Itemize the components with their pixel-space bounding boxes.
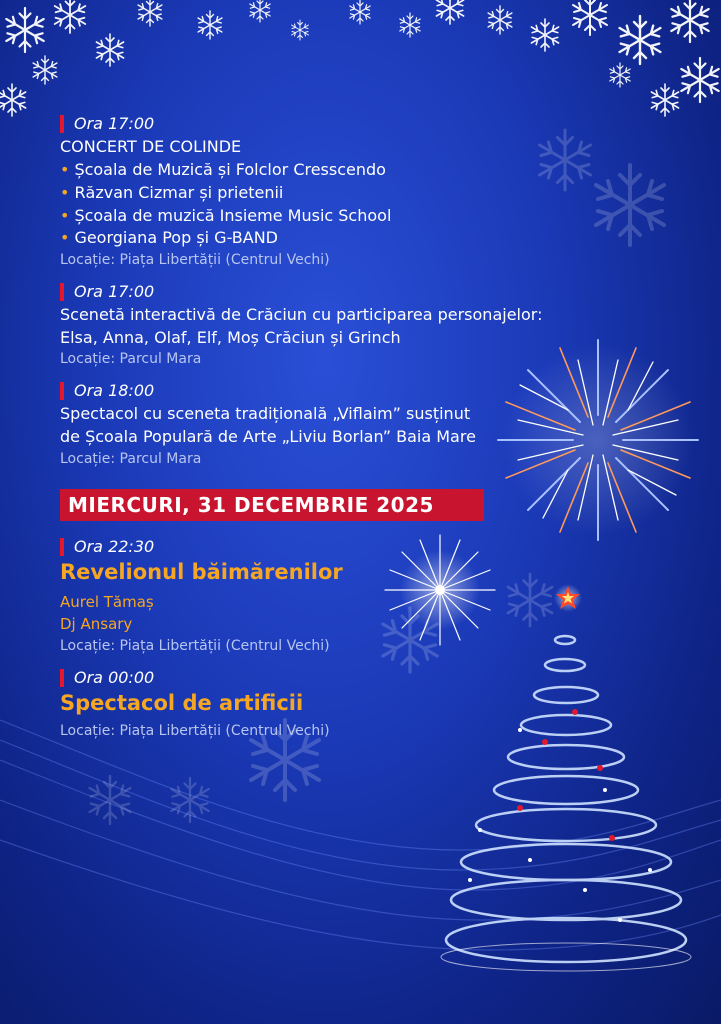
event-description: de Școala Populară de Arte „Liviu Borlan” Baia Mare [60,427,476,446]
event-location: Locație: Parcul Mara [60,351,202,367]
event-location: Locație: Piața Libertății (Centrul Vechi) [60,723,330,739]
event-time: Ora 17:00 [60,115,154,133]
firework-icon [498,340,698,540]
event-description: Spectacol cu sceneta tradițională „Viflaim” susținut [60,404,471,423]
sparkler-icon [385,535,495,645]
performer-name: Aurel Tămaș [60,593,154,611]
performer-name: Școala de Muzică și Folclor Cresscendo [74,160,386,179]
performer-item [60,206,391,225]
performer-name: Răzvan Cizmar și prietenii [74,183,284,202]
snowflake-garland-icon [0,0,719,116]
event-description: Elsa, Anna, Olaf, Elf, Moș Crăciun și Grinch [60,328,401,347]
bullet-icon: • [60,160,70,179]
bullet-icon: • [60,183,70,202]
performer-item [60,183,283,202]
performer-name: Dj Ansary [60,615,133,633]
light-waves [0,720,721,950]
day-banner: MIERCURI, 31 DECEMBRIE 2025 [60,489,484,521]
event-location: Locație: Parcul Mara [60,451,202,467]
performer-item [60,160,386,179]
event-time: Ora 17:00 [60,283,154,301]
event-time: Ora 00:00 [60,669,154,687]
bullet-icon: • [60,228,70,247]
star-icon [554,584,582,612]
event-title: Spectacol de artificii [60,691,304,715]
event-time: Ora 18:00 [60,382,154,400]
bullet-icon: • [60,206,70,225]
performer-item [60,228,278,247]
performer-name: Georgiana Pop și G-BAND [74,228,278,247]
event-location: Locație: Piața Libertății (Centrul Vechi) [60,252,330,268]
performer-name: Școala de muzică Insieme Music School [74,206,392,225]
event-title: CONCERT DE COLINDE [60,137,242,156]
event-title: Revelionul băimărenilor [60,560,343,584]
christmas-tree-icon [441,636,691,971]
event-location: Locație: Piața Libertății (Centrul Vechi) [60,638,330,654]
event-time: Ora 22:30 [60,538,154,556]
event-description: Scenetă interactivă de Crăciun cu participarea personajelor: [60,305,543,324]
